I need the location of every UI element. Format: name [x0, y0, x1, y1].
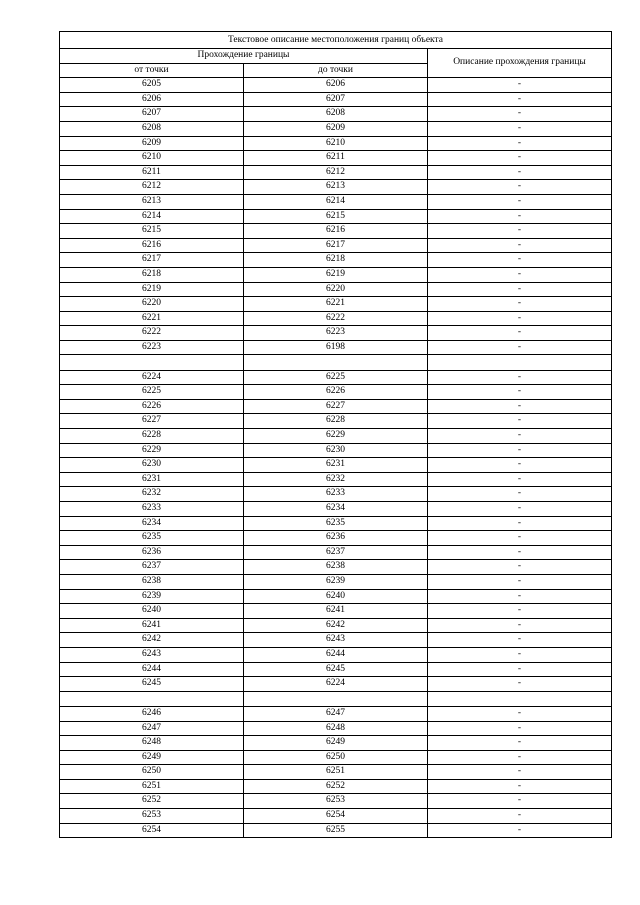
to-point-cell: 6244 [244, 647, 428, 662]
from-point-cell: 6239 [60, 589, 244, 604]
description-cell: - [428, 750, 612, 765]
to-point-cell: 6208 [244, 107, 428, 122]
to-point-cell: 6236 [244, 531, 428, 546]
from-point-cell: 6228 [60, 429, 244, 444]
description-cell: - [428, 458, 612, 473]
from-point-cell: 6248 [60, 736, 244, 751]
table-row [60, 107, 612, 122]
group-header: Прохождение границы [60, 49, 428, 64]
from-point-cell: 6237 [60, 560, 244, 575]
from-point-cell: 6252 [60, 794, 244, 809]
table-row [60, 238, 612, 253]
to-point-cell: 6225 [244, 370, 428, 385]
table-row [60, 502, 612, 517]
table-row [60, 823, 612, 838]
to-point-cell: 6229 [244, 429, 428, 444]
from-point-cell: 6213 [60, 194, 244, 209]
description-cell: - [428, 531, 612, 546]
table-row [60, 545, 612, 560]
table-title: Текстовое описание местоположения границ объекта [60, 32, 612, 49]
to-point-cell: 6221 [244, 297, 428, 312]
description-cell: - [428, 224, 612, 239]
from-point-cell: 6243 [60, 647, 244, 662]
description-cell: - [428, 765, 612, 780]
description-cell: - [428, 121, 612, 136]
description-cell: - [428, 472, 612, 487]
from-point-cell: 6215 [60, 224, 244, 239]
table-row [60, 618, 612, 633]
description-cell: - [428, 370, 612, 385]
table-row [60, 180, 612, 195]
description-cell: - [428, 604, 612, 619]
from-point-cell: 6240 [60, 604, 244, 619]
to-point-cell: 6235 [244, 516, 428, 531]
from-point-cell [60, 691, 244, 706]
from-point-cell: 6247 [60, 721, 244, 736]
to-point-cell: 6209 [244, 121, 428, 136]
table-row [60, 516, 612, 531]
table-row [60, 194, 612, 209]
to-point-cell: 6252 [244, 779, 428, 794]
to-point-cell: 6228 [244, 414, 428, 429]
to-point-cell: 6222 [244, 311, 428, 326]
from-point-cell: 6235 [60, 531, 244, 546]
description-cell: - [428, 662, 612, 677]
description-cell: - [428, 326, 612, 341]
description-cell: - [428, 92, 612, 107]
to-point-cell: 6239 [244, 574, 428, 589]
from-point-cell: 6227 [60, 414, 244, 429]
to-point-cell: 6219 [244, 267, 428, 282]
boundary-table [59, 31, 612, 838]
to-point-cell: 6210 [244, 136, 428, 151]
from-point-cell: 6244 [60, 662, 244, 677]
table-row [60, 560, 612, 575]
description-cell: - [428, 823, 612, 838]
description-cell: - [428, 647, 612, 662]
from-point-cell: 6226 [60, 399, 244, 414]
description-cell: - [428, 180, 612, 195]
to-point-cell: 6226 [244, 385, 428, 400]
table-row [60, 779, 612, 794]
table-title-row [60, 32, 612, 49]
from-point-column-header: от точки [60, 63, 244, 78]
from-point-cell: 6229 [60, 443, 244, 458]
from-point-cell: 6208 [60, 121, 244, 136]
to-point-cell: 6213 [244, 180, 428, 195]
from-point-cell: 6217 [60, 253, 244, 268]
table-row [60, 677, 612, 692]
to-point-cell: 6245 [244, 662, 428, 677]
from-point-cell: 6206 [60, 92, 244, 107]
from-point-cell: 6211 [60, 165, 244, 180]
description-cell: - [428, 736, 612, 751]
description-cell: - [428, 706, 612, 721]
to-point-cell: 6211 [244, 151, 428, 166]
table-row [60, 165, 612, 180]
description-cell: - [428, 677, 612, 692]
table-row [60, 736, 612, 751]
description-cell: - [428, 78, 612, 93]
from-point-cell: 6218 [60, 267, 244, 282]
table-row [60, 121, 612, 136]
from-point-cell: 6250 [60, 765, 244, 780]
separator-row [60, 355, 612, 370]
from-point-cell: 6209 [60, 136, 244, 151]
description-cell: - [428, 545, 612, 560]
table-row [60, 311, 612, 326]
from-point-cell: 6231 [60, 472, 244, 487]
table-row [60, 721, 612, 736]
description-cell: - [428, 209, 612, 224]
description-cell: - [428, 399, 612, 414]
from-point-cell: 6233 [60, 502, 244, 517]
table-row [60, 78, 612, 93]
to-point-cell: 6238 [244, 560, 428, 575]
from-point-cell: 6216 [60, 238, 244, 253]
from-point-cell: 6230 [60, 458, 244, 473]
from-point-cell: 6249 [60, 750, 244, 765]
table-row [60, 282, 612, 297]
description-cell: - [428, 574, 612, 589]
from-point-cell: 6205 [60, 78, 244, 93]
table-row [60, 399, 612, 414]
table-row [60, 574, 612, 589]
from-point-cell: 6246 [60, 706, 244, 721]
table-header-row [60, 49, 612, 64]
description-cell: - [428, 385, 612, 400]
table-row [60, 647, 612, 662]
description-cell: - [428, 238, 612, 253]
from-point-cell: 6222 [60, 326, 244, 341]
from-point-cell: 6238 [60, 574, 244, 589]
to-point-cell: 6249 [244, 736, 428, 751]
to-point-cell: 6250 [244, 750, 428, 765]
description-cell: - [428, 618, 612, 633]
description-column-header: Описание прохождения границы [428, 49, 612, 78]
description-cell: - [428, 340, 612, 355]
table-row [60, 662, 612, 677]
from-point-cell: 6207 [60, 107, 244, 122]
from-point-cell: 6210 [60, 151, 244, 166]
to-point-cell: 6242 [244, 618, 428, 633]
to-point-cell: 6224 [244, 677, 428, 692]
description-cell: - [428, 297, 612, 312]
table-row [60, 326, 612, 341]
from-point-cell: 6254 [60, 823, 244, 838]
from-point-cell [60, 355, 244, 370]
from-point-cell: 6236 [60, 545, 244, 560]
table-row [60, 297, 612, 312]
boundary-table-body [60, 32, 612, 838]
description-cell [428, 691, 612, 706]
table-row [60, 458, 612, 473]
from-point-cell: 6242 [60, 633, 244, 648]
to-point-cell: 6231 [244, 458, 428, 473]
to-point-cell: 6220 [244, 282, 428, 297]
to-point-cell: 6247 [244, 706, 428, 721]
table-row [60, 340, 612, 355]
to-point-cell: 6214 [244, 194, 428, 209]
table-row [60, 267, 612, 282]
to-point-cell: 6243 [244, 633, 428, 648]
description-cell: - [428, 443, 612, 458]
to-point-cell: 6248 [244, 721, 428, 736]
table-row [60, 633, 612, 648]
to-point-cell: 6230 [244, 443, 428, 458]
to-point-cell: 6206 [244, 78, 428, 93]
table-row [60, 604, 612, 619]
to-point-cell: 6217 [244, 238, 428, 253]
description-cell: - [428, 253, 612, 268]
description-cell: - [428, 560, 612, 575]
description-cell: - [428, 311, 612, 326]
to-point-cell: 6232 [244, 472, 428, 487]
description-cell: - [428, 633, 612, 648]
to-point-cell: 6207 [244, 92, 428, 107]
description-cell: - [428, 794, 612, 809]
to-point-cell: 6254 [244, 809, 428, 824]
description-cell: - [428, 165, 612, 180]
to-point-cell: 6212 [244, 165, 428, 180]
to-point-cell: 6227 [244, 399, 428, 414]
description-cell: - [428, 136, 612, 151]
from-point-cell: 6225 [60, 385, 244, 400]
table-row [60, 370, 612, 385]
table-row [60, 794, 612, 809]
from-point-cell: 6245 [60, 677, 244, 692]
table-row [60, 136, 612, 151]
from-point-cell: 6219 [60, 282, 244, 297]
from-point-cell: 6232 [60, 487, 244, 502]
description-cell: - [428, 516, 612, 531]
to-point-cell: 6253 [244, 794, 428, 809]
table-row [60, 765, 612, 780]
to-point-cell: 6216 [244, 224, 428, 239]
boundary-description-document [59, 31, 612, 838]
table-row [60, 209, 612, 224]
description-cell: - [428, 721, 612, 736]
description-cell: - [428, 267, 612, 282]
table-row [60, 706, 612, 721]
from-point-cell: 6253 [60, 809, 244, 824]
description-cell [428, 355, 612, 370]
description-cell: - [428, 779, 612, 794]
to-point-cell: 6237 [244, 545, 428, 560]
from-point-cell: 6212 [60, 180, 244, 195]
from-point-cell: 6234 [60, 516, 244, 531]
to-point-cell: 6234 [244, 502, 428, 517]
to-point-cell: 6233 [244, 487, 428, 502]
to-point-cell: 6255 [244, 823, 428, 838]
table-row [60, 253, 612, 268]
description-cell: - [428, 194, 612, 209]
to-point-cell: 6241 [244, 604, 428, 619]
from-point-cell: 6223 [60, 340, 244, 355]
table-row [60, 472, 612, 487]
to-point-cell: 6218 [244, 253, 428, 268]
separator-row [60, 691, 612, 706]
table-row [60, 531, 612, 546]
description-cell: - [428, 282, 612, 297]
to-point-cell: 6251 [244, 765, 428, 780]
from-point-cell: 6224 [60, 370, 244, 385]
table-row [60, 487, 612, 502]
table-row [60, 385, 612, 400]
table-row [60, 151, 612, 166]
to-point-cell: 6223 [244, 326, 428, 341]
description-cell: - [428, 414, 612, 429]
description-cell: - [428, 487, 612, 502]
description-cell: - [428, 809, 612, 824]
description-cell: - [428, 502, 612, 517]
to-point-column-header: до точки [244, 63, 428, 78]
description-cell: - [428, 589, 612, 604]
description-cell: - [428, 107, 612, 122]
to-point-cell [244, 691, 428, 706]
table-row [60, 809, 612, 824]
table-row [60, 443, 612, 458]
table-row [60, 92, 612, 107]
from-point-cell: 6214 [60, 209, 244, 224]
from-point-cell: 6251 [60, 779, 244, 794]
table-row [60, 224, 612, 239]
to-point-cell: 6215 [244, 209, 428, 224]
description-cell: - [428, 429, 612, 444]
description-cell: - [428, 151, 612, 166]
table-row [60, 750, 612, 765]
from-point-cell: 6220 [60, 297, 244, 312]
to-point-cell [244, 355, 428, 370]
from-point-cell: 6241 [60, 618, 244, 633]
table-row [60, 589, 612, 604]
table-row [60, 414, 612, 429]
to-point-cell: 6240 [244, 589, 428, 604]
from-point-cell: 6221 [60, 311, 244, 326]
table-row [60, 429, 612, 444]
to-point-cell: 6198 [244, 340, 428, 355]
